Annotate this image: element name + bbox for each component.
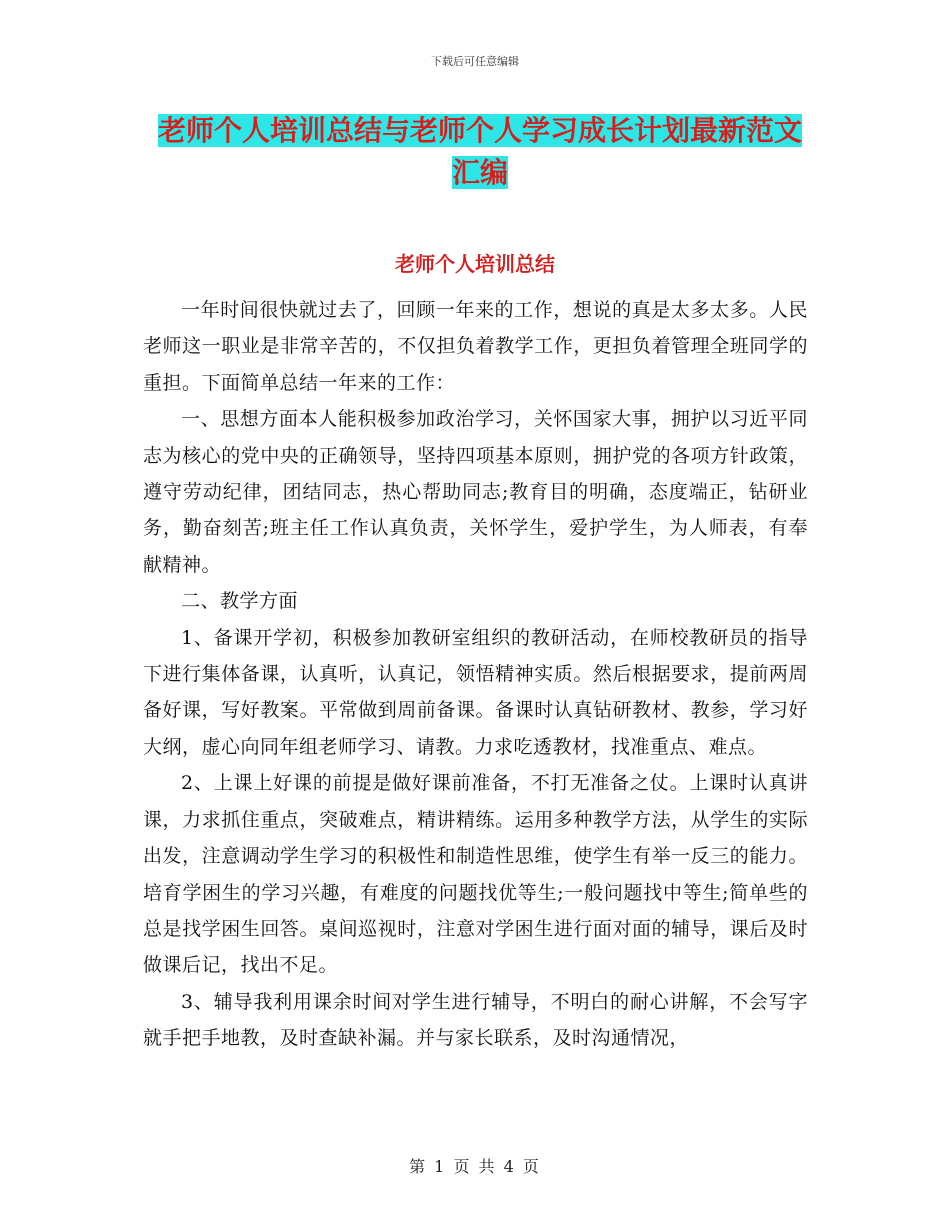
- paragraph-ideology: 一、思想方面本人能积极参加政治学习，关怀国家大事，拥护以习近平同志为核心的党中央的正确领导，坚持四项基本原则，拥护党的各项方针政策，遵守劳动纪律，团结同志，热心帮助同志;教育目的明确，态度端正，钻研业务，勤奋刻苦;班主任工作认真负责，关怀学生，爱护学生，为人师表，有奉献精神。: [143, 408, 808, 576]
- header-note: 下载后可任意编辑: [431, 55, 519, 68]
- title-line-2: 汇编: [451, 156, 508, 189]
- body-text: [143, 292, 808, 1057]
- paragraph-tutoring: 3、辅导我利用课余时间对学生进行辅导，不明白的耐心讲解，不会写字就手把手地教，及时查缺补漏。并与家长联系，及时沟通情况，: [143, 990, 808, 1050]
- paragraph-teaching-heading: 二、教学方面: [181, 590, 299, 613]
- paragraph-class-teaching: 2、上课上好课的前提是做好课前准备，不打无准备之仗。上课时认真讲课，力求抓住重点，突破难点，精讲精练。运用多种教学方法，从学生的实际出发，注意调动学生学习的积极性和制造性思维，使学生有举一反三的能力。培育学困生的学习兴趣，有难度的问题找优等生;一般问题找中等生;简单些的总是找学困生回答。桌间巡视时，注意对学困生进行面对面的辅导，课后及时做课后记，找出不足。: [143, 772, 808, 977]
- page-footer: 第 1 页 共 4 页: [409, 1157, 541, 1176]
- document-title: [140, 110, 820, 194]
- section-heading: 老师个人培训总结: [395, 252, 555, 276]
- paragraph-lesson-prep: 1、备课开学初，积极参加教研室组织的教研活动，在师校教研员的指导下进行集体备课，认真听，认真记，领悟精神实质。然后根据要求，提前两周备好课，写好教案。平常做到周前备课。备课时认真钻研教材、教参，学习好大纲，虚心向同年组老师学习、请教。力求吃透教材，找准重点、难点。: [143, 626, 808, 758]
- title-line-1: 老师个人培训总结与老师个人学习成长计划最新范文: [157, 114, 802, 147]
- paragraph-intro: 一年时间很快就过去了，回顾一年来的工作，想说的真是太多太多。人民老师这一职业是非常辛苦的，不仅担负着教学工作，更担负着管理全班同学的重担。下面简单总结一年来的工作：: [143, 299, 808, 394]
